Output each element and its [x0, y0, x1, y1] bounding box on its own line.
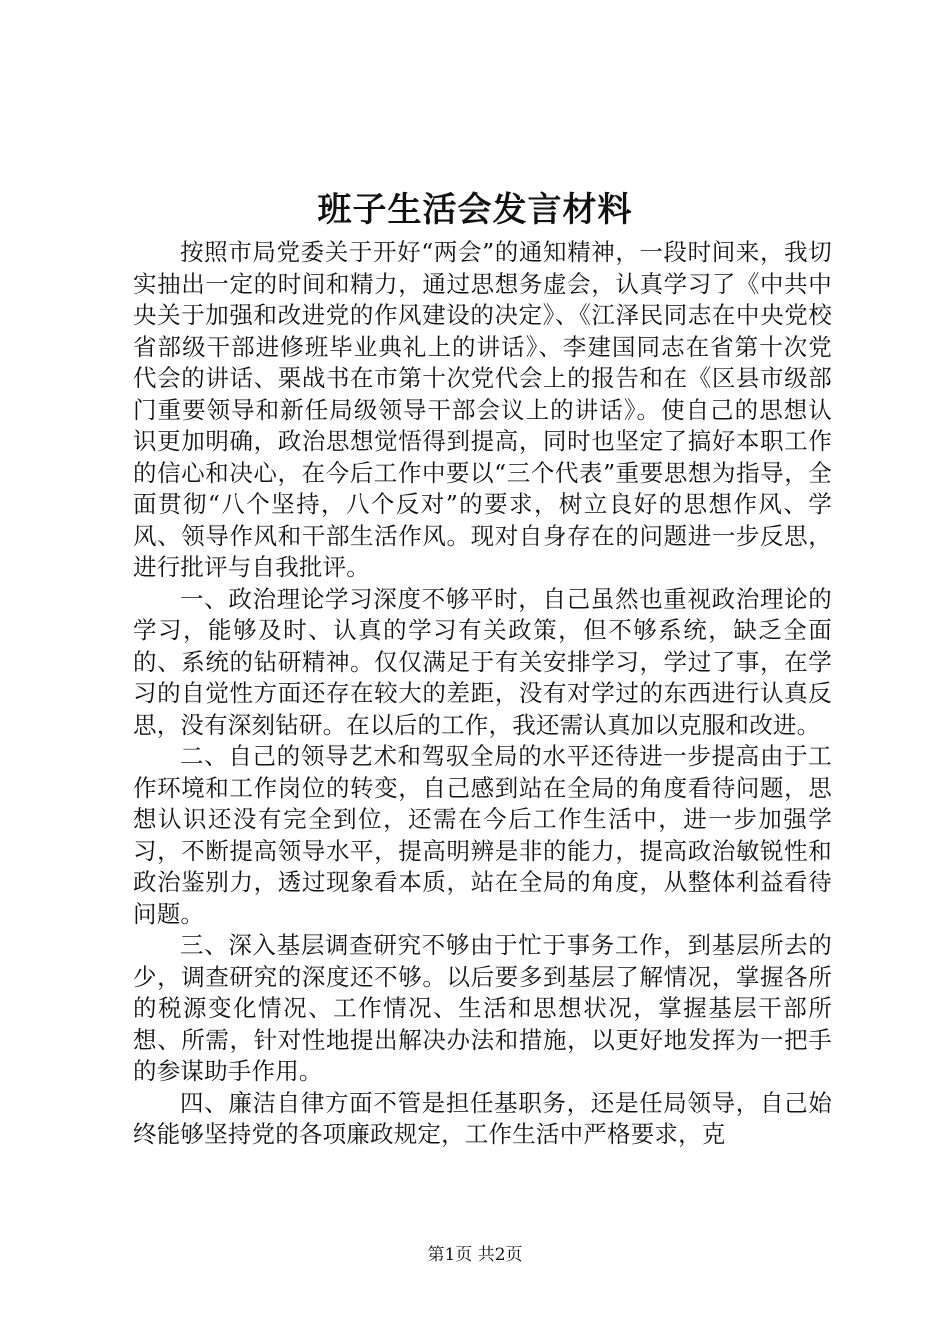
document-title: 班子生活会发言材料 [317, 190, 633, 230]
page-number-footer: 第1页 共2页 [427, 1245, 523, 1265]
paragraph-section-2: 二、自己的领导艺术和驾驭全局的水平还待进一步提高由于工作环境和工作岗位的转变，自己感到站在全局的角度看待问题，思想认识还没有完全到位，还需在今后工作生活中，进一步加强学习，不断提高领导水平，提高明辨是非的能力，提高政治敏锐性和政治鉴别力，透过现象看本质，站在全局的角度，从整体利益看待问题。 [133, 742, 832, 928]
paragraph-section-4: 四、廉洁自律方面不管是担任基职务，还是任局领导，自己始终能够坚持党的各项廉政规定，工作生活中严格要求，克 [133, 1088, 832, 1148]
document-body [133, 237, 832, 1151]
paragraph-intro: 按照市局党委关于开好“两会”的通知精神，一段时间来，我切实抽出一定的时间和精力，通过思想务虚会，认真学习了《中共中央关于加强和改进党的作风建设的决定》、《江泽民同志在中央党校省部级干部进修班毕业典礼上的讲话》、李建国同志在省第十次党代会的讲话、栗战书在市第十次党代会上的报告和在《区县市级部门重要领导和新任局级领导干部会议上的讲话》。使自己的思想认识更加明确，政治思想觉悟得到提高，同时也坚定了搞好本职工作的信心和决心，在今后工作中要以“三个代表”重要思想为指导，全面贯彻“八个坚持，八个反对”的要求，树立良好的思想作风、学风、领导作风和干部生活作风。现对自身存在的问题进一步反思，进行批评与自我批评。 [133, 238, 832, 581]
paragraph-section-3: 三、深入基层调查研究不够由于忙于事务工作，到基层所去的少，调查研究的深度还不够。以后要多到基层了解情况，掌握各所的税源变化情况、工作情况、生活和思想状况，掌握基层干部所想、所需，针对性地提出解决办法和措施，以更好地发挥为一把手的参谋助手作用。 [133, 931, 832, 1085]
paragraph-section-1: 一、政治理论学习深度不够平时，自己虽然也重视政治理论的学习，能够及时、认真的学习有关政策，但不够系统，缺乏全面的、系统的钻研精神。仅仅满足于有关安排学习，学过了事，在学习的自觉性方面还存在较大的差距，没有对学过的东西进行认真反思，没有深刻钻研。在以后的工作，我还需认真加以克服和改进。 [133, 584, 832, 739]
